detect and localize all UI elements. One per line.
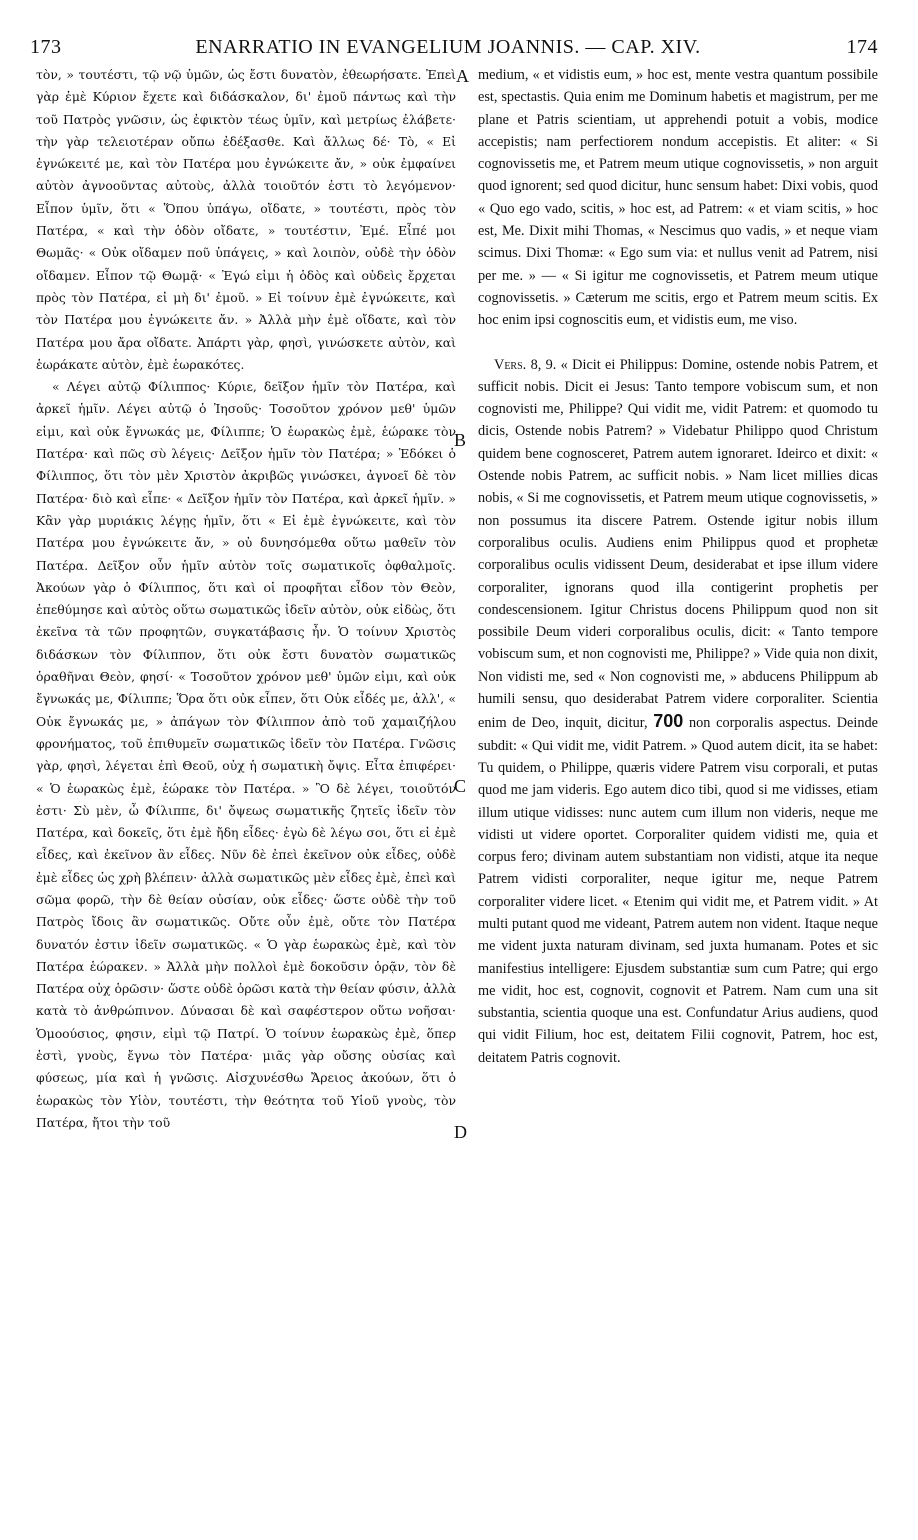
latin-text: « Dicit ei Philippus: Domine, ostende nobis Patrem, et sufficit nobis. Dicit ei Jesus: Tanto tempore vobiscum sum, et non cognovisti me, Philippe? Qui vidit me, vidit Patrem: et quomodo tu dicis, Ostende nobis Patrem? » Videbatur Philippo quod Christum quidem bene cognosceret, Patrem autem ignoraret. Ideirco et dixit: « Ostende nobis Patrem, ac sufficit nobis. » Nam licet millies dicas nobis, « Si me cognovissetis, et Patrem meum utique cognovissetis, » non possumus ita discere Patrem. Ostende igitur nobis illum corporalibus oculis. Audiens enim Philippus quod et prophetæ corporalibus oculis vidissent Deum, desiderabat et ipse illum videre corporaliter, ignorans quod illa contigerint prophetis per condescensionem. Igitur Christus docens Philippum quod non sit possibile Deum videri corporalibus oculis, dicit: « Tanto tempore vobiscum sum, et non cognovisti me, Philippe? » Vide quia non dixit, Non vidisti me, sed « Non cognovisti me, » abducens Philippum ab humili sensu, quo desiderabat Patrem videre corporaliter. Scientia enim de Deo, inquit, dicitur,: [478, 356, 878, 732]
running-header: [30, 36, 878, 60]
verse-reference: Vers. 8, 9.: [494, 356, 557, 373]
greek-paragraph: « Λέγει αὐτῷ Φίλιππος· Κύριε, δεῖξον ἡμῖν τὸν Πατέρα, καὶ ἀρκεῖ ἡμῖν. Λέγει αὐτῷ ὁ Ἰησοῦς· Τοσοῦτον χρόνον μεθ' ὑμῶν εἰμι, καὶ οὐκ ἔγνωκάς με, Φίλιππε; Ὁ ἑωρακὼς ἐμὲ, ἑώρακε τὸν Πατέρα· καὶ πῶς σὺ λέγεις· Δεῖξον ἡμῖν τὸν Πατέρα; » Ἐδόκει ὁ Φίλιππος, ὅτι τὸν μὲν Χριστὸν ἀκριβῶς γινώσκει, ἀγνοεῖ δὲ τὸν Πατέρα· διὸ καὶ εἶπε· « Δεῖξον ἡμῖν τὸν Πατέρα, καὶ ἀρκεῖ ἡμῖν. » Κἂν γὰρ μυριάκις λέγῃς ἡμῖν, ὅτι « Εἰ ἐμὲ ἐγνώκειτε, καὶ τὸν Πατέρα μου ἐγνώκειτε ἄν, » οὐ δυνησόμεθα οὕτω μαθεῖν τὸν Πατέρα. Δεῖξον οὖν ἡμῖν αὐτὸν τοῖς σωματικοῖς ὀφθαλμοῖς. Ἀκούων γὰρ ὁ Φίλιππος, ὅτι καὶ οἱ προφῆται εἶδον τὸν Θεὸν, ἐπεθύμησε καὶ αὐτὸς οὕτω σωματικῶς ἰδεῖν αὐτὸν, οὐκ εἰδὼς, ὅτι ἐκεῖνα τὰ τῶν προφητῶν, συγκατάβασις ἦν. Ὁ τοίνυν Χριστὸς διδάσκων τὸν Φίλιππον, ὅτι οὐκ ἔστι δυνατὸν σωματικῶς ὁραθῆναι Θεὸν, φησί· « Τοσοῦτον χρόνον μεθ' ὑμῶν εἰμι, καὶ οὐκ ἔγνωκάς με, Φίλιππε; Ὅρα ὅτι οὐκ εἶπεν, ὅτι Οὐκ εἶδές με, ἀλλ', « Οὐκ ἔγνωκάς με, » ἀπάγων τὸν Φίλιππον ἀπὸ τοῦ χαμαιζήλου φρονήματος, τοῦ ἐπιθυμεῖν σωματικῶς ἰδεῖν τὸν Πατέρα. Γνῶσις γὰρ, φησὶ, λέγεται ἐπὶ Θεοῦ, οὐχ ἡ σωματικὴ ὄψις. Εἶτα ἐπιφέρει· « Ὁ ἑωρακὼς ἐμὲ, ἑώρακε τὸν Πατέρα. » Ὃ δὲ λέγει, τοιοῦτόν ἐστι· Σὺ μὲν, ὦ Φίλιππε, δι' ὄψεως σωματικῆς ζητεῖς ἰδεῖν τὸν Πατέρα, καὶ δοκεῖς, ὅτι ἐμὲ ἤδη εἶδες· ἐγὼ δὲ λέγω σοι, ὅτι εἰ ἐμὲ εἶδες, καὶ ἐκεῖνον ἂν εἶδες. Νῦν δὲ ἐπεὶ ἐκεῖνον οὐκ εἶδες, οὐδὲ ἐμὲ εἶδες ὡς χρὴ βλέπειν· ἀλλὰ σωματικῶς μὲν εἶδες ἐμὲ, ἐπεὶ καὶ σῶμα φορῶ, τὴν δὲ θείαν οὐσίαν, οὐκ εἶδες· ὥστε οὐδὲ τὴν τοῦ Πατρὸς ἴδοις ἂν σωματικῶς. Οὔτε οὖν ἐμὲ, οὔτε τὸν Πατέρα δυνατόν ἐστιν ἰδεῖν σωματικῶς. « Ὁ γὰρ ἑωρακὼς ἐμὲ, καὶ τὸν Πατέρα ἑώρακεν. » Ἀλλὰ μὴν πολλοὶ ἐμὲ δοκοῦσιν ὁρᾷν, τὸν δὲ Πατέρα οὐχ ὁρῶσιν· ὥστε οὐδὲ ὁρῶσι κατὰ τὴν θείαν φύσιν, ἀλλὰ κατὰ τὸ ἀνθρώπινον. Δύνασαι δὲ καὶ σαφέστερον οὕτω νοῆσαι· Ὁμοούσιος, φησιν, εἰμὶ τῷ Πατρί. Ὁ τοίνυν ἑωρακὼς ἐμὲ, ὅπερ ἐστὶ, γνοὺς, ἔγνω τὸν Πατέρα· μιᾶς γὰρ οὔσης οὐσίας καὶ φύσεως, μία καὶ ἡ γνῶσις. Αἰσχυνέσθω Ἄρειος ἀκούων, ὅτι ὁ ἑωρακὼς τὸν Υἱὸν, τουτέστι, τὴν θεότητα τοῦ Υἱοῦ γνοὺς, τὸν Πατέρα, ἤτοι τὴν τοῦ: [36, 379, 456, 1130]
latin-text: non corporalis aspectus. Deinde subdit: « Qui vidit me, vidit Patrem. » Quod autem dicit, ita se habet: Tu quidem, o Philippe, quæris videre Patrem visu corporali, et putas quod me jam videris. Ego autem dico tibi, quod si me vidisses, etiam illum utique vidisses: nunc autem cum illum non videris, neque me vidisti ut videre oportet. Corporaliter quidem vidisti me, quia et corpus fero; divinam autem substantiam non vidisti, atque ita neque Patrem vidisti corporaliter, neque igitur me, neque Patrem corporaliter videre licet. « Etenim qui vidit me, et Patrem vidit. » At multi putant quod me videant, Patrem autem non vident. Itaque neque me vident juxta naturam divinam, sed juxta humanam. Potes et sic manifestius intelligere: Ejusdem substantiæ sum cum Patre; qui ergo me vidit, hoc est, cognovit, cognovit et Patrem. Nam cum una sit substantia, scientia quoque una est. Confundatur Arius audiens, quod qui vidit Filium, hoc est, deitatem Filii cognovit, Patrem, hoc est, deitatem Patris cognovit.: [478, 715, 879, 1066]
margin-marker-d: D: [454, 1122, 467, 1142]
running-title: ENARRATIO IN EVANGELIUM JOANNIS. — CAP. XIV.: [195, 36, 701, 58]
margin-marker-c: C: [454, 776, 467, 796]
paragraph-gap: [478, 332, 878, 354]
column-number: 700: [653, 711, 684, 732]
page-number-right: 174: [846, 36, 878, 58]
greek-column: [36, 64, 456, 1134]
page-number-left: 173: [30, 36, 62, 58]
latin-paragraph: [478, 354, 878, 1070]
margin-marker-b: B: [454, 430, 467, 450]
latin-paragraph: medium, « et vidistis eum, » hoc est, mente vestra quantum possibile est, spectastis. Quia enim me Dominum habetis et magistrum, per me plane et Patris scientiam, ut apprehendi potuit a vobis, modice accepistis; nam perfectiorem nondum accepistis. Et aliter: « Si cognovissetis me, et Patrem meum utique cognovissetis, » non arguit quod ignorent; sed quod dicitur, hunc sensum habet: Dixi vobis, quod « Quo ego vado, scitis, » hoc est, ad Patrem: « et viam scitis, » hoc est, Me. Dixit mihi Thomas, « Nescimus quo vadis, » et neque viam scimus. Dixi Thomæ: « Ego sum via: et nullus venit ad Patrem, nisi per me. » — « Si igitur me cognovissetis, et Patrem meum utique cognovissetis. » Cæterum me scitis, ergo et Patrem meum scitis. Ex hoc enim ipsi cognoscitis eum, et vidistis eum, me viso.: [478, 67, 878, 329]
margin-marker-a: A: [456, 66, 469, 86]
latin-column: [478, 64, 878, 1069]
greek-paragraph: τὸν, » τουτέστι, τῷ νῷ ὑμῶν, ὡς ἔστι δυνατὸν, ἐθεωρήσατε. Ἐπεὶ γὰρ ἐμὲ Κύριον ἔχετε καὶ διδάσκαλον, δι' ἐμοῦ πάντως καὶ τὴν τοῦ Πατρὸς γνῶσιν, ὡς ἐφικτὸν τέως ὑμῖν, καὶ μετρίως ἐλάβετε· τὴν γὰρ τελειοτέραν οὔπω ἐδέξασθε. Καὶ ἄλλως δέ· Τὸ, « Εἰ ἐγνώκειτέ με, καὶ τὸν Πατέρα μου ἐγνώκειτε ἄν, » οὐκ ἐμφαίνει αὐτὸν ἀγνοοῦντας αὐτοὺς, ἀλλὰ τοιοῦτόν ἐστι τὸ λεγόμενον· Εἶπον ὑμῖν, ὅτι « Ὅπου ὑπάγω, οἴδατε, » τουτέστι, πρὸς τὸν Πατέρα, « καὶ τὴν ὁδὸν οἴδατε, » τουτέστιν, Ἐμέ. Εἶπέ μοι Θωμᾶς· « Οὐκ οἴδαμεν ποῦ ὑπάγεις, » καὶ λοιπὸν, οὐδὲ τὴν ὁδὸν οἴδαμεν. Εἶπον τῷ Θωμᾷ· « Ἐγώ εἰμι ἡ ὁδὸς καὶ οὐδεὶς ἔρχεται πρὸς τὸν Πατέρα, εἰ μὴ δι' ἐμοῦ. » Εἰ τοίνυν ἐμὲ ἐγνώκειτε, καὶ τὸν Πατέρα μου ἐγνώκειτε ἄν. » Ἀλλὰ μὴν ἐμὲ οἴδατε, καὶ τὸν Πατέρα μου ἄρα οἴδατε. Ἀπάρτι γὰρ, φησὶ, γινώσκετε αὐτὸν, καὶ ἑωράκατε αὐτὸν, ἐμὲ ἑωρακότες.: [36, 67, 456, 372]
